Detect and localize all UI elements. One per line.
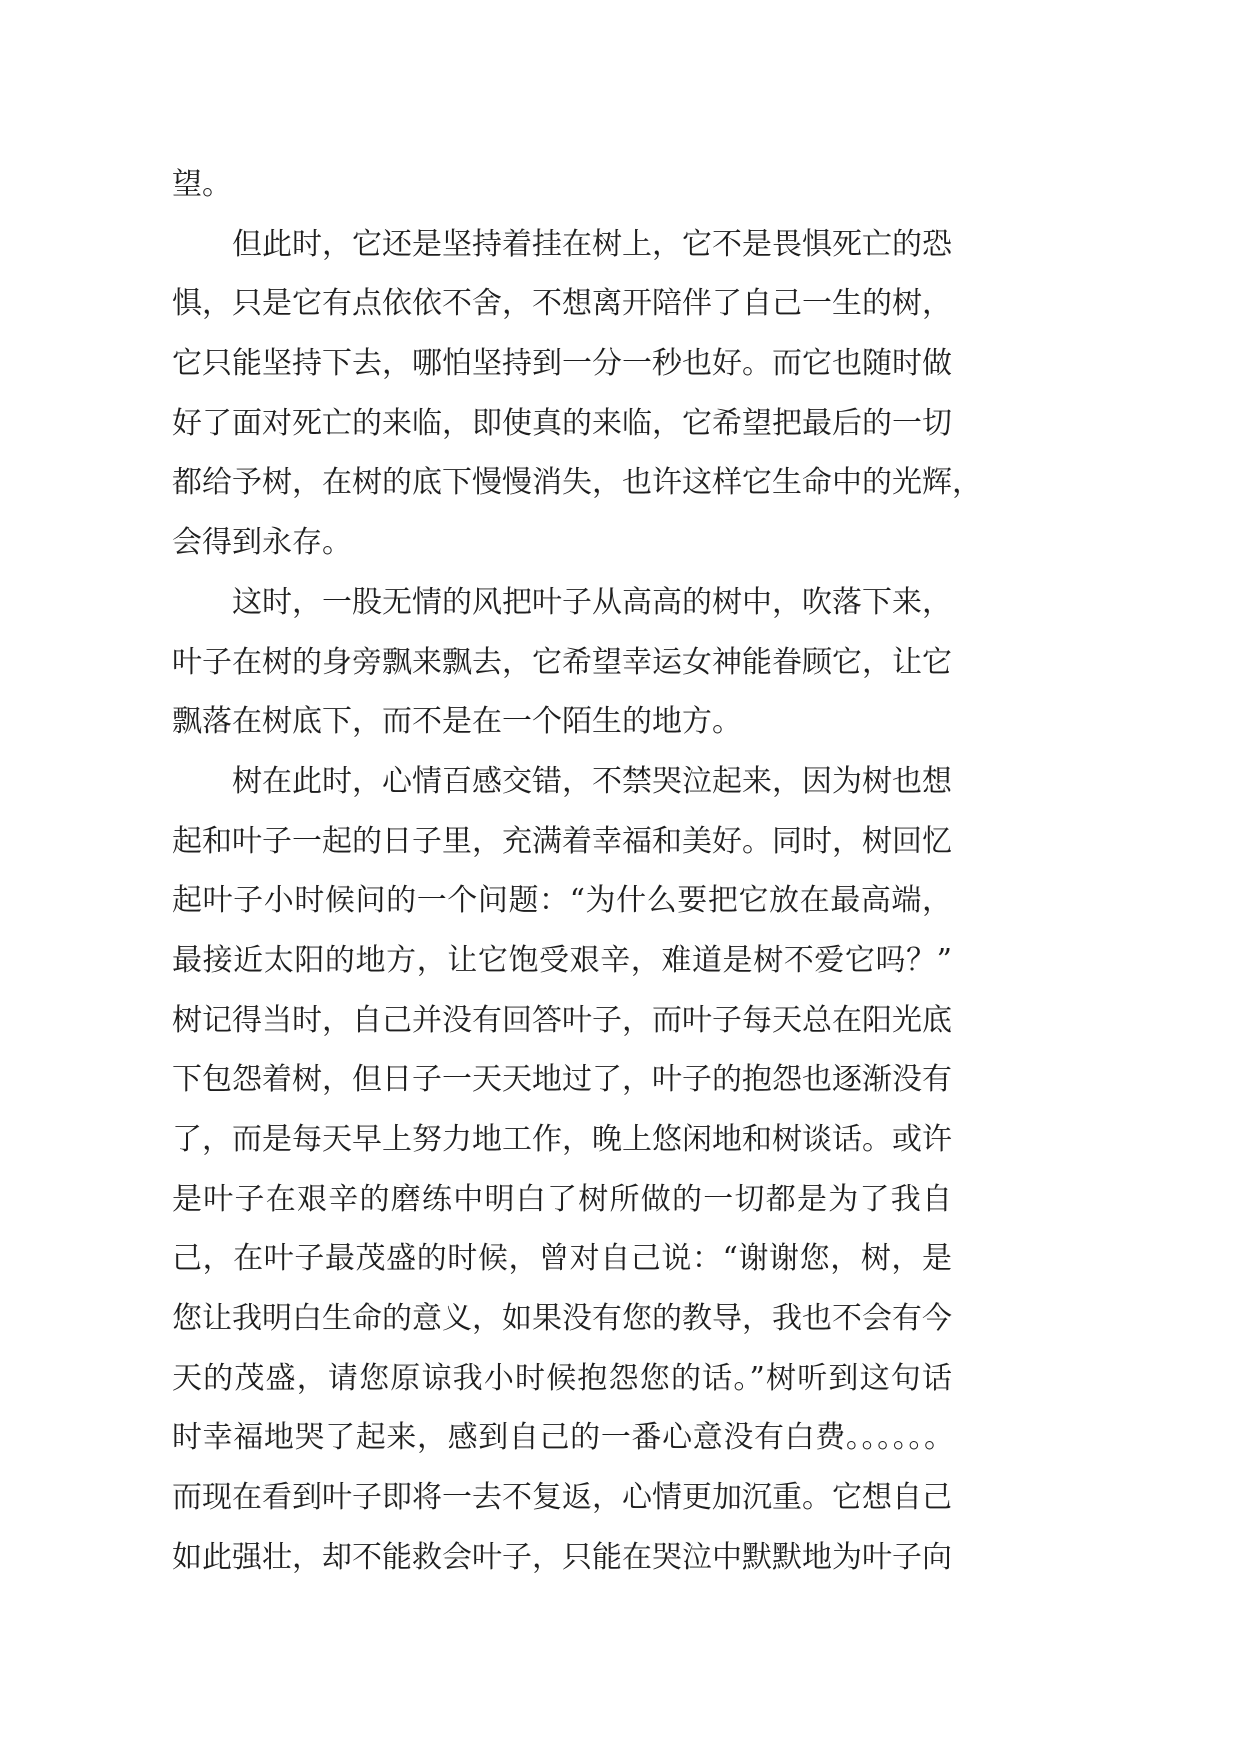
- paragraph: [172, 155, 952, 215]
- body-text: [172, 155, 982, 1588]
- text-line: 惧，只是它有点依依不舍，不想离开陪伴了自己一生的树，: [172, 286, 952, 322]
- text-line: 但此时，它还是坚持着挂在树上，它不是畏惧死亡的恐: [232, 226, 952, 262]
- text-line: 起叶子小时候问的一个问题：“为什么要把它放在最高端，: [172, 883, 952, 919]
- text-line: 树记得当时，自己并没有回答叶子，而叶子每天总在阳光底: [172, 1002, 952, 1038]
- paragraph: [172, 215, 982, 573]
- text-line: 树在此时，心情百感交错，不禁哭泣起来，因为树也想: [232, 763, 952, 799]
- text-line: 起和叶子一起的日子里，充满着幸福和美好。同时，树回忆: [172, 823, 952, 859]
- text-line: 而现在看到叶子即将一去不复返，心情更加沉重。它想自己: [172, 1480, 952, 1516]
- text-line: 了，而是每天早上努力地工作，晚上悠闲地和树谈话。或许: [172, 1122, 952, 1157]
- text-line: 飘落在树底下，而不是在一个陌生的地方。: [172, 704, 742, 740]
- text-line: 最接近太阳的地方，让它饱受艰辛，难道是树不爱它吗？”: [172, 942, 952, 978]
- text-line: 好了面对死亡的来临，即使真的来临，它希望把最后的一切: [172, 405, 952, 441]
- text-line: 时幸福地哭了起来，感到自己的一番心意没有白费。。。。。。: [172, 1420, 952, 1456]
- text-line: 会得到永存。: [172, 525, 352, 561]
- text-line: 如此强壮，却不能救会叶子，只能在哭泣中默默地为叶子向: [172, 1539, 952, 1575]
- text-line: 望。: [172, 167, 232, 202]
- text-line: 己，在叶子最茂盛的时候，曾对自己说：“谢谢您，树，是: [172, 1241, 952, 1277]
- text-line: 是叶子在艰辛的磨练中明白了树所做的一切都是为了我自: [172, 1181, 952, 1217]
- paragraph: [172, 573, 952, 752]
- text-line: 天的茂盛，请您原谅我小时候抱怨您的话。”树听到这句话: [172, 1360, 952, 1396]
- text-line: 下包怨着树，但日子一天天地过了，叶子的抱怨也逐渐没有: [172, 1062, 952, 1098]
- text-line: 它只能坚持下去，哪怕坚持到一分一秒也好。而它也随时做: [172, 346, 952, 382]
- text-line: 都给予树，在树的底下慢慢消失，也许这样它生命中的光辉，: [172, 465, 982, 501]
- text-line: 您让我明白生命的意义，如果没有您的教导，我也不会有今: [172, 1301, 952, 1337]
- text-line: 这时，一股无情的风把叶子从高高的树中，吹落下来，: [232, 584, 952, 620]
- paragraph: [172, 752, 952, 1588]
- text-line: 叶子在树的身旁飘来飘去，它希望幸运女神能眷顾它，让它: [172, 644, 952, 680]
